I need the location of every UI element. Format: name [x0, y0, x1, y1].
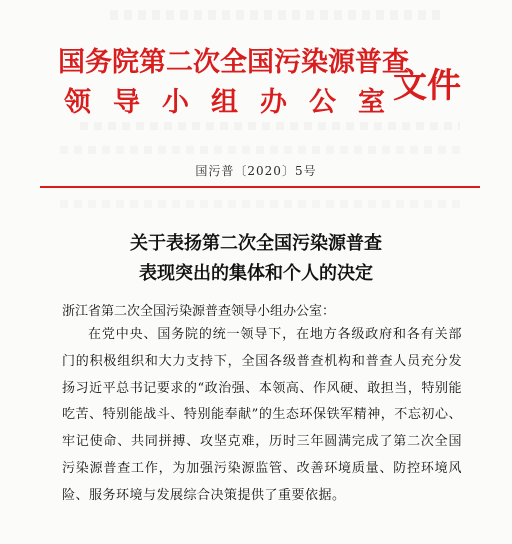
show-through-texture [60, 200, 460, 208]
body-paragraph: 在党中央、国务院的统一领导下，在地方各级政府和各有关部门的积极组织和大力支持下，全国各级普查机构和普查人员充分发扬习近平总书记要求的“政治强、本领高、作风硬、敢担当，特别能吃苦、特别能战斗、特别能奉献”的生态环保铁军精神，不忘初心、牢记使命、共同拼搏、攻坚克难，历时三年圆满完成了第二次全国污染源普查工作，为加强污染源监管、改善环境质量、防控环境风险、服务环境与发展综合决策提供了重要依据。 [62, 327, 462, 503]
header-title-line1: 国务院第二次全国污染源普查 [58, 47, 409, 78]
show-through-texture [80, 122, 460, 130]
header-title-suffix: 文件 [393, 66, 461, 106]
decision-title-line2: 表现突出的集体和个人的决定 [139, 263, 373, 284]
addressee: 浙江省第二次全国污染源普查领导小组办公室： [62, 304, 336, 319]
red-divider [40, 186, 480, 188]
decision-title-line1: 关于表扬第二次全国污染源普查 [130, 233, 382, 254]
document-number: 国污普〔2020〕5号 [195, 164, 317, 178]
show-through-texture [110, 10, 440, 20]
header-title-line2: 领导小组办公室 [64, 87, 407, 118]
show-through-texture [60, 146, 460, 154]
